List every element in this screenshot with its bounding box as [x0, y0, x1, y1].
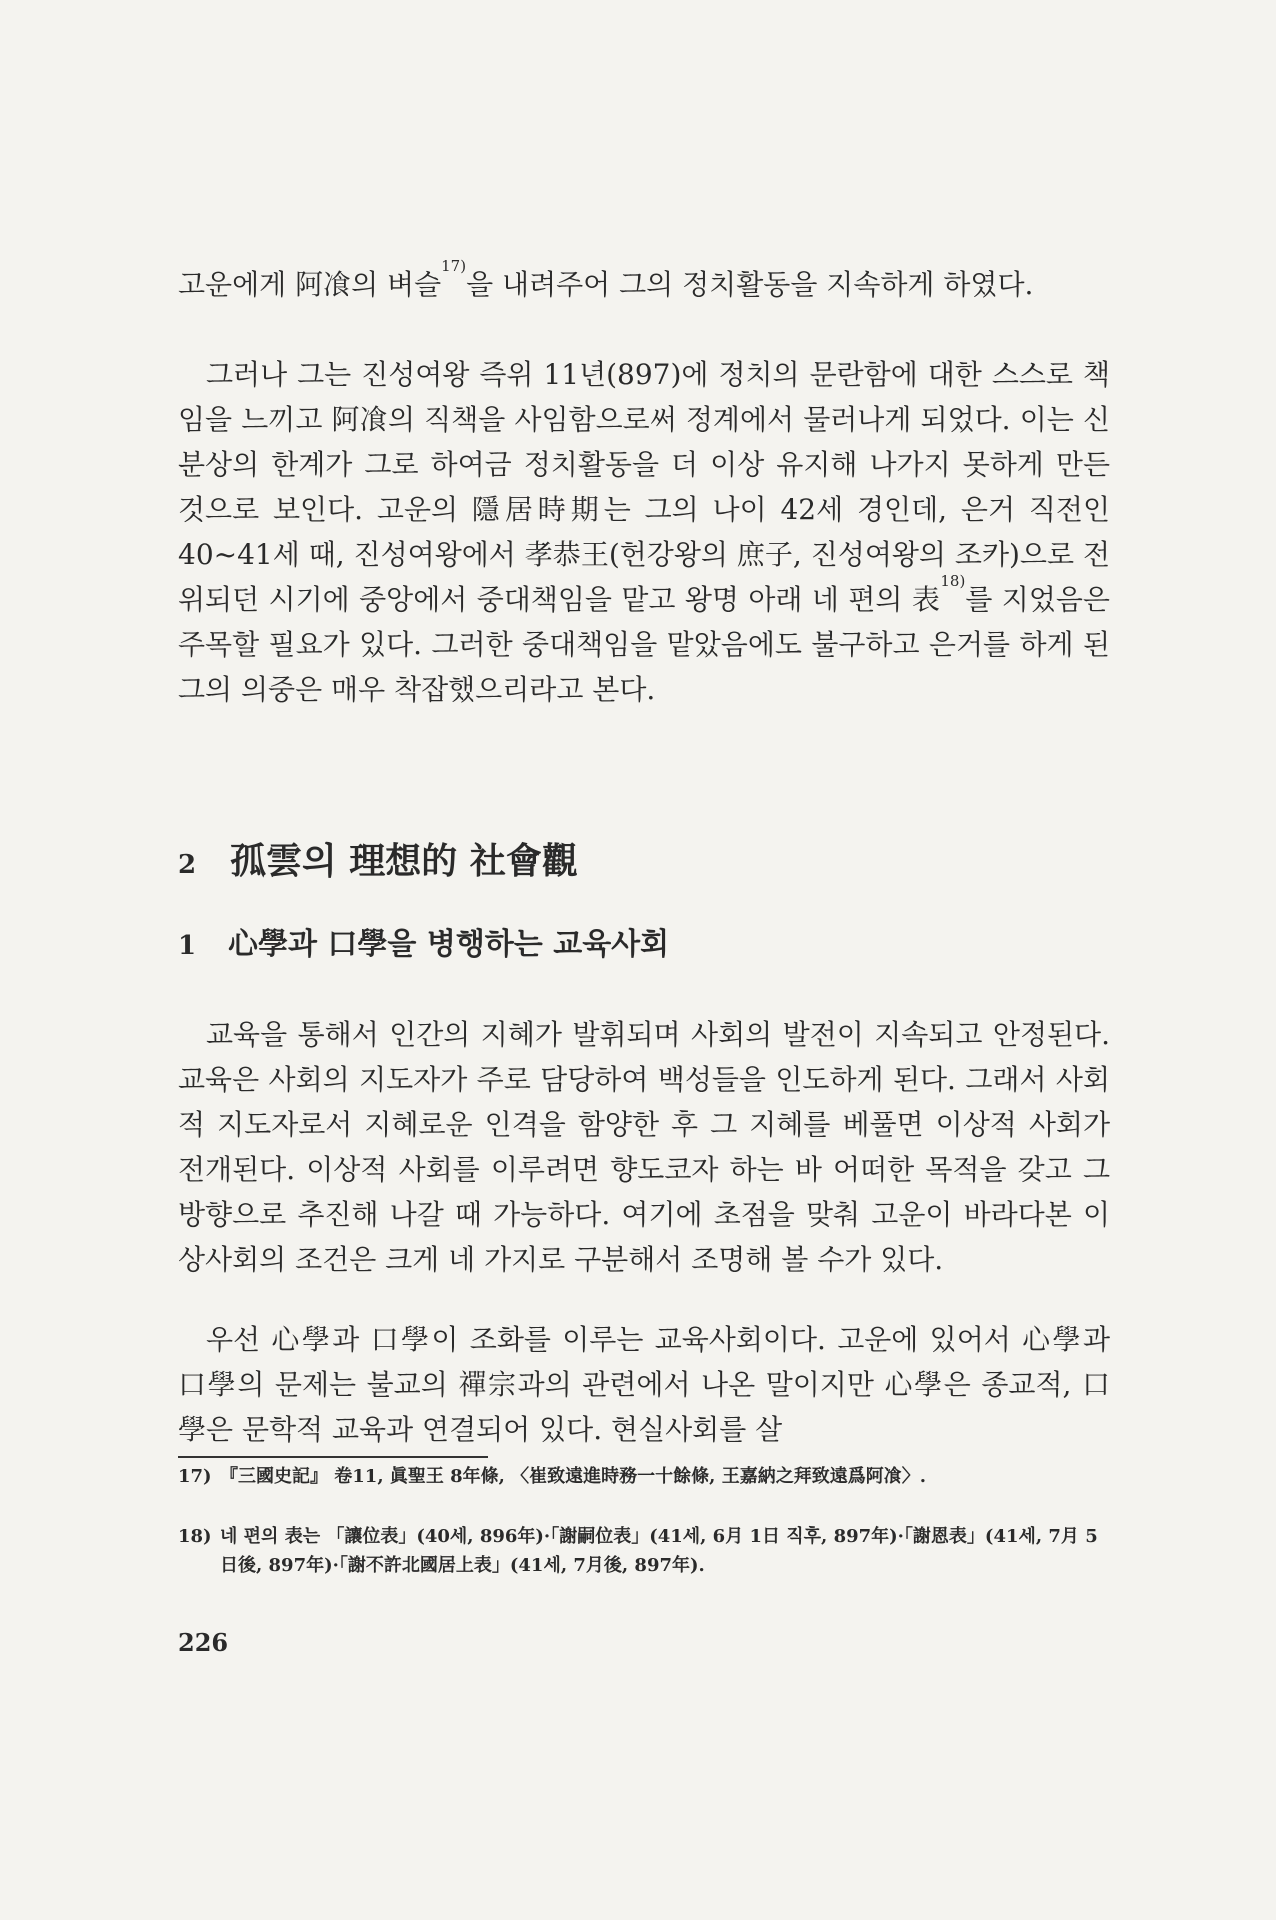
para2-text-b: 를 지었음은 주목할 필요가 있다. 그러한 중대책임을 맡았음에도 불구하고 은거를 하게 된 그의 의중은 매우 착잡했으리라고 본다.	[178, 583, 1110, 706]
footnote-text: 『三國史記』 卷11, 眞聖王 8年條, 〈崔致遠進時務一十餘條, 王嘉納之拜致遠爲阿飡〉.	[220, 1466, 926, 1487]
body-paragraph-1	[178, 257, 1110, 307]
para1-text-a: 고운에게 阿飡의 벼슬	[178, 268, 442, 301]
subsection-heading	[178, 922, 1110, 969]
footnote-17	[178, 1462, 1110, 1491]
para1-text-b: 을 내려주어 그의 정치활동을 지속하게 하였다.	[466, 268, 1034, 301]
section-title: 孤雲의 理想的 社會觀	[230, 840, 578, 882]
footnote-mark: 18)	[178, 1526, 212, 1547]
footnote-mark: 17)	[178, 1466, 212, 1487]
footnote-ref-17: 17)	[441, 257, 467, 275]
footnote-text: 네 편의 表는 「讓位表」(40세, 896年)·「謝嗣位表」(41세, 6月 1日 직후, 897年)·「謝恩表」(41세, 7月 5日後, 897年)·「謝不許北國居上表」(41세, 7月後, 897年).	[220, 1526, 1098, 1576]
body-paragraph-2	[178, 352, 1110, 712]
body-paragraph-3: 교육을 통해서 인간의 지혜가 발휘되며 사회의 발전이 지속되고 안정된다. 교육은 사회의 지도자가 주로 담당하여 백성들을 인도하게 된다. 그래서 사회적 지도자로서 지혜로운 인격을 함양한 후 그 지혜를 베풀면 이상적 사회가 전개된다. 이상적 사회를 이루려면 향도코자 하는 바 어떠한 목적을 갖고 그 방향으로 추진해 나갈 때 가능하다. 여기에 초점을 맞춰 고운이 바라다본 이상사회의 조건은 크게 네 가지로 구분해서 조명해 볼 수가 있다.	[178, 1018, 1110, 1276]
para2-text-a: 그러나 그는 진성여왕 즉위 11년(897)에 정치의 문란함에 대한 스스로 책임을 느끼고 阿飡의 직책을 사임함으로써 정계에서 물러나게 되었다. 이는 신분상의 한계가 그로 하여금 정치활동을 더 이상 유지해 나가지 못하게 만든 것으로 보인다. 고운의 隱居時期는 그의 나이 42세 경인데, 은거 직전인 40~41세 때, 진성여왕에서 孝恭王(헌강왕의 庶子, 진성여왕의 조카)으로 전위되던 시기에 중앙에서 중대책임을 맡고 왕명 아래 네 편의 表	[178, 358, 1110, 616]
subsection-number: 1	[178, 931, 197, 961]
section-number: 2	[178, 850, 197, 880]
footnote-divider	[178, 1456, 488, 1458]
footnote-ref-18: 18)	[940, 572, 966, 590]
footnote-18	[178, 1522, 1110, 1580]
section-heading	[178, 836, 1110, 890]
page-number: 226	[178, 1628, 229, 1657]
body-paragraph-4: 우선 心學과 口學이 조화를 이루는 교육사회이다. 고운에 있어서 心學과 口學의 문제는 불교의 禪宗과의 관련에서 나온 말이지만 心學은 종교적, 口學은 문학적 교육과 연결되어 있다. 현실사회를 살	[178, 1323, 1110, 1446]
subsection-title: 心學과 口學을 병행하는 교육사회	[228, 927, 670, 962]
